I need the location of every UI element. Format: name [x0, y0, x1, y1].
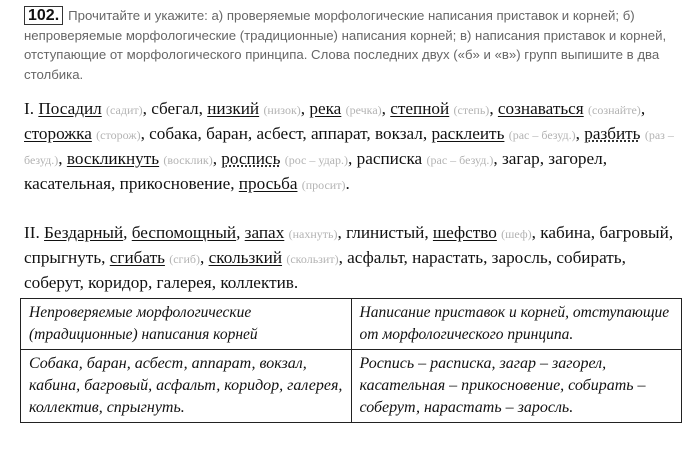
task-text: Прочитайте и укажите: а) проверяемые морфологические написания приставок и корней; б) непроверяемые морфологические (традиционные) написания корней; в) написания приставок и корней, отступающие от морфологического принципа. Слова последних двух («б» и «в») групп выпишите в два столбика.: [24, 8, 667, 82]
word: низкий: [207, 99, 260, 118]
check-word: (просит): [301, 178, 346, 192]
check-word: (нахнуть): [288, 227, 338, 241]
check-word: (восклик): [163, 153, 213, 167]
word: сознаваться: [497, 99, 584, 118]
exercise-part-2: [24, 221, 684, 294]
table-row: [21, 350, 682, 423]
word: воскликнуть: [66, 149, 160, 168]
task-instructions: [24, 6, 684, 84]
part-marker: I.: [24, 99, 39, 118]
word: собирать: [556, 248, 622, 267]
word: Посадил: [38, 99, 102, 118]
word: шефство: [432, 223, 497, 242]
word: степной: [390, 99, 450, 118]
check-word: (раз – безуд.): [24, 128, 674, 167]
word: разбить: [584, 124, 641, 143]
word: аппарат: [310, 124, 367, 143]
cell-exception-words: Роспись – расписка, загар – загорел, касательная – прикосновение, собирать – соберут, нарастать – заросль.: [351, 350, 682, 423]
table-header-row: [21, 299, 682, 350]
word: расписка: [356, 149, 423, 168]
word-list: Посадил (садит), сбегал, низкий (низок), река (речка), степной (степь), сознаваться (сознайте), сторожка (сторож), собака, баран, асбест, аппарат, вокзал, расклеить (рас – безуд.), разбить (раз – безуд.), воскликнуть (восклик), роспись (рос – удар.), расписка (рас – безуд.), загар, загорел, касательная, прикосновение, просьба (просит).: [24, 99, 674, 193]
word: асбест: [256, 124, 303, 143]
check-word: (низок): [263, 103, 301, 117]
word: сторожка: [24, 124, 92, 143]
word: коллектив: [220, 273, 294, 292]
exercise-number: 102.: [24, 6, 63, 25]
word: касательная: [24, 174, 112, 193]
word-list: Бездарный, беспомощный, запах (нахнуть), глинистый, шефство (шеф), кабина, багровый, спрыгнуть, сгибать (сгиб), скользкий (скользит), асфальт, нарастать, заросль, собирать, соберут, коридор, галерея, коллектив.: [24, 223, 674, 292]
word: галерея: [156, 273, 212, 292]
check-word: (речка): [345, 103, 382, 117]
word: глинистый: [346, 223, 425, 242]
word: коридор: [88, 273, 148, 292]
word: сбегал: [151, 99, 199, 118]
check-word: (рас – безуд.): [426, 153, 494, 167]
check-word: (степь): [453, 103, 490, 117]
check-word: (рас – безуд.): [508, 128, 576, 142]
word: сгибать: [109, 248, 165, 267]
word: вокзал: [374, 124, 423, 143]
check-word: (садит): [106, 103, 143, 117]
word: нарастать: [412, 248, 484, 267]
word: загорел: [548, 149, 603, 168]
check-word: (шеф): [501, 227, 532, 241]
word: прикосновение: [119, 174, 231, 193]
header-unverifiable: Непроверяемые морфологические (традиционные) написания корней: [21, 299, 352, 350]
word: скользкий: [208, 248, 283, 267]
word: Бездарный: [44, 223, 124, 242]
header-exceptions: Написание приставок и корней, отступающие от морфологического принципа.: [351, 299, 682, 350]
check-word: (скользит): [286, 252, 339, 266]
word: багровый: [599, 223, 669, 242]
word: беспомощный: [131, 223, 237, 242]
check-word: (сгиб): [169, 252, 200, 266]
word: загар: [502, 149, 540, 168]
word: баран: [206, 124, 248, 143]
word: кабина: [540, 223, 591, 242]
answer-table: [20, 298, 682, 423]
word: соберут: [24, 273, 80, 292]
cell-unverifiable-words: Собака, баран, асбест, аппарат, вокзал, кабина, багровый, асфальт, коридор, галерея, коллектив, спрыгнуть.: [21, 350, 352, 423]
exercise-part-1: [24, 97, 684, 197]
word: просьба: [238, 174, 298, 193]
word: собака: [149, 124, 198, 143]
part-marker: II.: [24, 223, 45, 242]
check-word: (сторож): [96, 128, 141, 142]
word: заросль: [491, 248, 548, 267]
word: спрыгнуть: [24, 248, 102, 267]
word: запах: [244, 223, 285, 242]
check-word: (рос – удар.): [284, 153, 348, 167]
check-word: (сознайте): [588, 103, 641, 117]
word: роспись: [221, 149, 281, 168]
word: река: [309, 99, 342, 118]
word: асфальт: [347, 248, 404, 267]
word: расклеить: [431, 124, 505, 143]
